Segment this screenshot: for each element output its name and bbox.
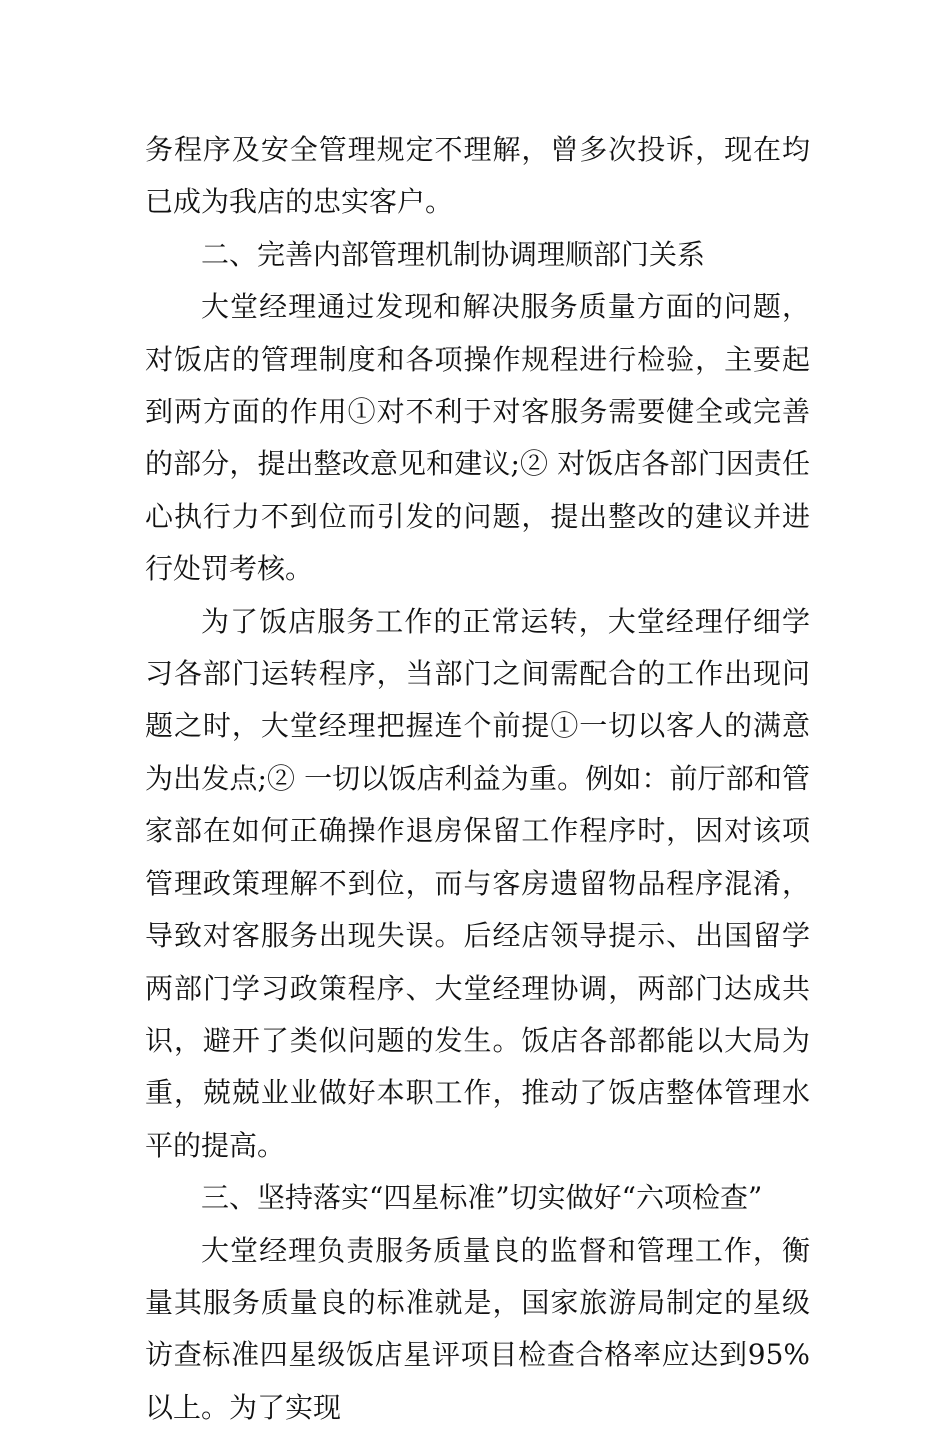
document-body <box>145 124 810 1434</box>
paragraph-continuation: 务程序及安全管理规定不理解，曾多次投诉，现在均已成为我店的忠实客户。 <box>145 133 810 219</box>
paragraph: 大堂经理通过发现和解决服务质量方面的问题，对饭店的管理制度和各项操作规程进行检验，主要起到两方面的作用①对不利于对客服务需要健全或完善的部分，提出整改意见和建议;② 对饭店各部门因责任心执行力不到位而引发的问题，提出整改的建议并进行处罚考核。 <box>145 290 810 586</box>
section-heading-two: 二、完善内部管理机制协调理顺部门关系 <box>201 237 706 271</box>
paragraph: 大堂经理负责服务质量良的监督和管理工作，衡量其服务质量良的标准就是，国家旅游局制定的星级访查标准四星级饭店星评项目检查合格率应达到95%以上。为了实现 <box>145 1233 810 1424</box>
section-heading-three: 三、坚持落实“四星标准”切实做好“六项检查” <box>201 1181 763 1215</box>
paragraph: 为了饭店服务工作的正常运转，大堂经理仔细学习各部门运转程序，当部门之间需配合的工作出现问题之时，大堂经理把握连个前提①一切以客人的满意为出发点;② 一切以饭店利益为重。例如：前厅部和管家部在如何正确操作退房保留工作程序时，因对该项管理政策理解不到位，而与客房遗留物品程序混淆，导致对客服务出现失误。后经店领导提示、出国留学两部门学习政策程序、大堂经理协调，两部门达成共识，避开了类似问题的发生。饭店各部都能以大局为重，兢兢业业做好本职工作，推动了饭店整体管理水平的提高。 <box>145 604 810 1162</box>
